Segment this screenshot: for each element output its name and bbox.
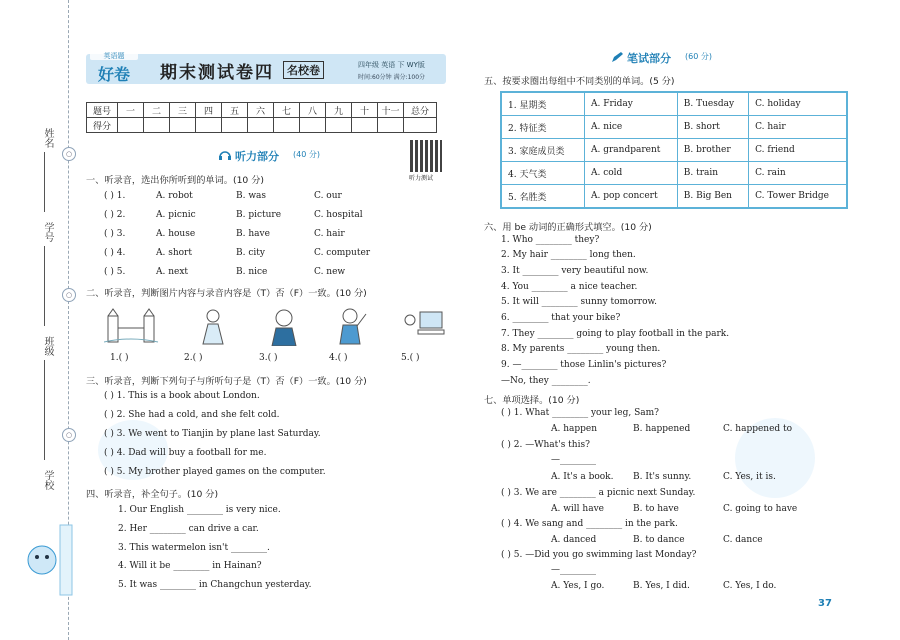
part1-option-c: C. hospital <box>314 210 363 220</box>
part4-item: 5. It was ________ in Changchun yesterday. <box>118 580 312 590</box>
vocab-option-a[interactable]: A. pop concert <box>585 185 678 209</box>
score-header-cell: 七 <box>274 103 300 118</box>
part7-option-c: C. happened to <box>723 424 793 434</box>
boy-waving-picture-icon <box>330 306 370 346</box>
exam-info: 时间:60分钟 满分:100分 <box>358 74 426 81</box>
listening-section-title: 听力部分 <box>235 150 279 163</box>
part7-question: ( ) 5. —Did you go swimming last Monday? <box>501 550 697 560</box>
part6-item: 3. It ________ very beautiful now. <box>501 266 649 276</box>
margin-rule <box>44 360 45 460</box>
pencil-icon <box>610 51 624 63</box>
part1-option-a: A. short <box>156 248 192 258</box>
svg-text:英语题: 英语题 <box>103 52 125 60</box>
score-header-cell: 三 <box>170 103 196 118</box>
vocab-option-c[interactable]: C. holiday <box>749 92 847 116</box>
score-cell[interactable] <box>274 118 300 133</box>
part7-option-c: C. Yes, I do. <box>723 581 777 591</box>
part4-item: 2. Her ________ can drive a car. <box>118 524 259 534</box>
vocab-row <box>501 139 847 162</box>
part7-option-a: A. Yes, I go. <box>551 581 605 591</box>
part1-item-number: ( ) 2. <box>104 210 126 220</box>
part1-option-a: A. next <box>156 267 189 277</box>
score-cell[interactable] <box>378 118 404 133</box>
margin-label-name: 姓名 <box>42 128 53 148</box>
part6-item: 9. —________ those Linlin's pictures? <box>501 360 667 370</box>
vocab-option-b[interactable]: B. Tuesday <box>677 92 748 116</box>
margin-label-school: 学校 <box>42 470 53 490</box>
part2-answer-2: 2.( ) <box>184 353 203 363</box>
part1-option-c: C. hair <box>314 229 345 239</box>
vocab-category: 3. 家庭成员类 <box>501 139 585 162</box>
part1-option-a: A. picnic <box>156 210 196 220</box>
part1-item-number: ( ) 5. <box>104 267 126 277</box>
part1-option-b: B. picture <box>236 210 282 220</box>
part7-option-a: A. danced <box>551 535 597 545</box>
part1-option-b: B. have <box>236 229 270 239</box>
part3-item: ( ) 1. This is a book about London. <box>104 391 260 401</box>
score-cell[interactable] <box>300 118 326 133</box>
part1-item-number: ( ) 4. <box>104 248 126 258</box>
vocab-option-c[interactable]: C. Tower Bridge <box>749 185 847 209</box>
part5-heading: 五、按要求圈出每组中不同类别的单词。(5 分) <box>484 76 675 87</box>
part7-option-c: C. dance <box>723 535 763 545</box>
margin-rule <box>44 246 45 326</box>
score-header-cell: 二 <box>144 103 170 118</box>
part1-option-c: C. new <box>314 267 346 277</box>
score-table <box>86 102 437 133</box>
vocab-option-a[interactable]: A. nice <box>585 116 678 139</box>
part7-option-a: A. will have <box>551 504 604 514</box>
score-cell[interactable] <box>144 118 170 133</box>
part4-heading: 四、听录音，补全句子。(10 分) <box>86 489 219 500</box>
vocab-option-a[interactable]: A. grandparent <box>585 139 678 162</box>
vocab-row <box>501 185 847 209</box>
part7-option-b: B. Yes, I did. <box>633 581 690 591</box>
part3-item: ( ) 5. My brother played games on the computer. <box>104 467 326 477</box>
vocab-category: 5. 名胜类 <box>501 185 585 209</box>
vocab-option-a[interactable]: A. cold <box>585 162 678 185</box>
vocab-row <box>501 116 847 139</box>
part1-heading: 一、听录音，选出你所听到的单词。(10 分) <box>86 175 264 186</box>
part7-option-b: B. It's sunny. <box>633 472 692 482</box>
score-cell[interactable] <box>248 118 274 133</box>
writing-section-title: 笔试部分 <box>627 52 671 65</box>
score-cell[interactable] <box>352 118 378 133</box>
binding-hole-icon: ○ <box>62 288 76 302</box>
part6-item: 2. My hair ________ long then. <box>501 250 636 260</box>
score-header-cell: 六 <box>248 103 274 118</box>
part3-item: ( ) 3. We went to Tianjin by plane last Saturday. <box>104 429 321 439</box>
part6-heading: 六、用 be 动词的正确形式填空。(10 分) <box>484 222 652 233</box>
score-header-cell: 十一 <box>378 103 404 118</box>
haojuan-logo-icon <box>90 50 138 86</box>
vocab-category: 4. 天气类 <box>501 162 585 185</box>
part1-item-number: ( ) 3. <box>104 229 126 239</box>
part3-item: ( ) 2. She had a cold, and she felt cold. <box>104 410 280 420</box>
score-header-cell: 四 <box>196 103 222 118</box>
exam-tag: 名校卷 <box>283 61 324 79</box>
score-cell[interactable] <box>170 118 196 133</box>
part2-answer-3: 3.( ) <box>259 353 278 363</box>
part7-option-b: B. to dance <box>633 535 685 545</box>
part1-option-a: A. robot <box>156 191 193 201</box>
qr-label: 听力测试 <box>409 175 434 182</box>
part2-answer-4: 4.( ) <box>329 353 348 363</box>
part4-item: 3. This watermelon isn't ________. <box>118 543 270 553</box>
part7-question: ( ) 4. We sang and ________ in the park. <box>501 519 678 529</box>
margin-label-id: 学号 <box>42 222 53 242</box>
vocab-option-b[interactable]: B. brother <box>677 139 748 162</box>
part7-reply: —________ <box>551 455 596 465</box>
exam-title: 期末测试卷四 <box>160 63 274 83</box>
part7-reply: —________ <box>551 565 596 575</box>
part1-option-b: B. city <box>236 248 265 258</box>
part1-item-number: ( ) 1. <box>104 191 126 201</box>
part2-answer-5: 5.( ) <box>401 353 420 363</box>
binding-hole-icon: ○ <box>62 428 76 442</box>
vocab-category: 1. 星期类 <box>501 92 585 116</box>
score-header-cell: 十 <box>352 103 378 118</box>
vocab-option-b[interactable]: B. short <box>677 116 748 139</box>
page-number: 37 <box>818 598 832 609</box>
part1-option-c: C. our <box>314 191 342 201</box>
score-table-row <box>87 118 437 133</box>
score-row-label: 得分 <box>87 118 118 133</box>
part6-item: 4. You ________ a nice teacher. <box>501 282 638 292</box>
part7-option-a: A. happen <box>551 424 598 434</box>
score-cell[interactable] <box>222 118 248 133</box>
part7-option-b: B. happened <box>633 424 691 434</box>
vocab-option-a[interactable]: A. Friday <box>585 92 678 116</box>
tower-bridge-picture-icon <box>104 306 160 346</box>
boy-thinking-picture-icon <box>264 306 304 346</box>
part1-option-b: B. nice <box>236 267 268 277</box>
listening-section-score: (40 分) <box>293 150 320 159</box>
score-header-cell: 五 <box>222 103 248 118</box>
margin-label-class: 班级 <box>42 336 53 356</box>
part1-option-a: A. house <box>156 229 196 239</box>
vocab-option-c[interactable]: C. hair <box>749 116 847 139</box>
vocab-option-c[interactable]: C. friend <box>749 139 847 162</box>
mascot-icon <box>20 520 80 600</box>
part6-item: —No, they ________. <box>501 376 591 386</box>
score-cell[interactable] <box>118 118 144 133</box>
score-table-header <box>87 103 437 118</box>
part7-option-c: C. Yes, it is. <box>723 472 776 482</box>
part2-answer-1: 1.( ) <box>110 353 129 363</box>
qr-code-icon[interactable] <box>410 140 442 172</box>
part7-option-a: A. It's a book. <box>551 472 614 482</box>
svg-text:好卷: 好卷 <box>97 65 131 84</box>
part7-option-c: C. going to have <box>723 504 798 514</box>
vocab-option-b[interactable]: B. train <box>677 162 748 185</box>
score-header-cell: 总分 <box>404 103 437 118</box>
headphones-icon <box>218 149 232 161</box>
part1-option-c: C. computer <box>314 248 371 258</box>
part6-item: 1. Who ________ they? <box>501 235 600 245</box>
part6-item: 6. ________ that your bike? <box>501 313 621 323</box>
exam-grade: 四年级 英语 下 WY版 <box>358 61 425 69</box>
part3-item: ( ) 4. Dad will buy a football for me. <box>104 448 267 458</box>
part1-option-b: B. was <box>236 191 267 201</box>
vocab-row <box>501 92 847 116</box>
part6-item: 8. My parents ________ young then. <box>501 344 661 354</box>
part2-heading: 二、听录音，判断图片内容与录音内容是（T）否（F）一致。(10 分) <box>86 288 367 299</box>
vocab-row <box>501 162 847 185</box>
part3-heading: 三、听录音，判断下列句子与所听句子是（T）否（F）一致。(10 分) <box>86 376 367 387</box>
part6-item: 7. They ________ going to play football in the park. <box>501 329 730 339</box>
score-header-cell: 题号 <box>87 103 118 118</box>
margin-rule <box>44 152 45 212</box>
writing-section-score: (60 分) <box>685 52 712 61</box>
part7-question: ( ) 1. What ________ your leg, Sam? <box>501 408 659 418</box>
binding-hole-icon: ○ <box>62 147 76 161</box>
vocab-table <box>500 91 848 209</box>
part7-question: ( ) 2. —What's this? <box>501 440 590 450</box>
part4-item: 4. Will it be ________ in Hainan? <box>118 561 262 571</box>
part7-option-b: B. to have <box>633 504 679 514</box>
part4-item: 1. Our English ________ is very nice. <box>118 505 281 515</box>
score-cell[interactable] <box>404 118 437 133</box>
part7-question: ( ) 3. We are ________ a picnic next Sunday. <box>501 488 696 498</box>
score-header-cell: 八 <box>300 103 326 118</box>
computer-picture-icon <box>402 306 448 346</box>
vocab-option-c[interactable]: C. rain <box>749 162 847 185</box>
score-cell[interactable] <box>326 118 352 133</box>
score-header-cell: 九 <box>326 103 352 118</box>
score-header-cell: 一 <box>118 103 144 118</box>
vocab-option-b[interactable]: B. Big Ben <box>677 185 748 209</box>
part6-item: 5. It will ________ sunny tomorrow. <box>501 297 658 307</box>
vocab-category: 2. 特征类 <box>501 116 585 139</box>
woman-with-cold-picture-icon <box>188 306 238 346</box>
part7-heading: 七、单项选择。(10 分) <box>484 395 580 406</box>
score-cell[interactable] <box>196 118 222 133</box>
